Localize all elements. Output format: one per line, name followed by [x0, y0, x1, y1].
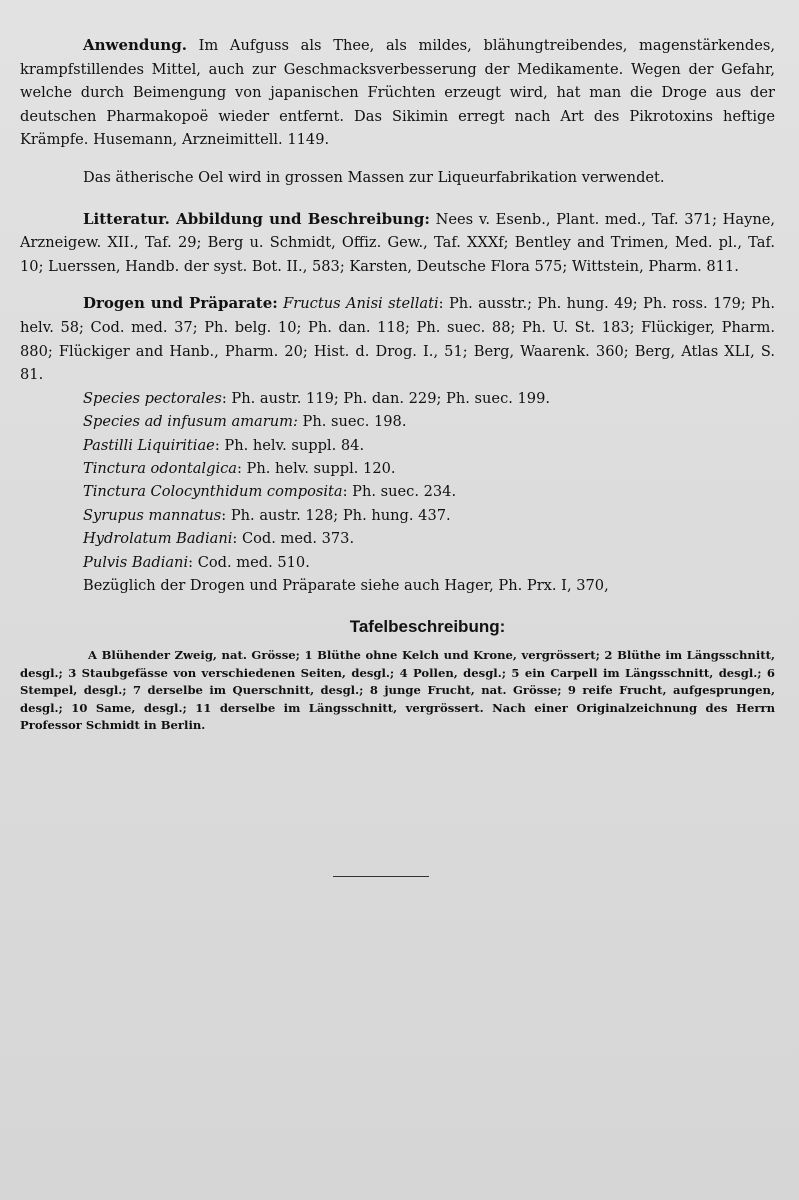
- list-item: Tinctura odontalgica: Ph. helv. suppl. 120.: [83, 459, 396, 477]
- tafel-description: A Blühender Zweig, nat. Grösse; 1 Blüthe ohne Kelch und Krone, vergrössert; 2 Blüthe im Längsschnitt, desgl.; 3 Staubgefässe von verschiedenen Seiten, desgl.; 4 Pollen, desgl.; 5 ein Carpell im Längsschnitt, desgl.; 6 Stempel, desgl.; 7 derselbe im Querschnitt, desgl.; 8 junge Frucht, nat. Grösse; 9 reife Frucht, aufgesprungen, desgl.; 10 Same, desgl.; 11 derselbe im Längsschnitt, vergrössert. Nach einer Originalzeichnung des Herrn Professor Schmidt in Berlin.: [20, 648, 775, 732]
- praeparate-list: [83, 387, 775, 598]
- litteratur-heading: Litteratur. Abbildung und Beschreibung:: [83, 209, 430, 228]
- list-item: Syrupus mannatus: Ph. austr. 128; Ph. hung. 437.: [83, 506, 451, 524]
- drogen-paragraph: [20, 292, 775, 386]
- list-item: Pastilli Liquiritiae: Ph. helv. suppl. 84.: [83, 436, 365, 454]
- litteratur-text: Nees v. Esenb., Plant. med., Taf. 371; Hayne, Arzneigew. XII., Taf. 29; Berg u. Schmidt, Offiz. Gew., Taf. XXXf; Bentley and Trimen, Med. pl., Taf. 10; Luerssen, Handb. der syst. Bot. II., 583; Karsten, Deutsche Flora 575; Wittstein, Pharm. 811.: [20, 210, 776, 275]
- list-item: Species ad infusum amarum: Ph. suec. 198.: [83, 413, 407, 431]
- drogen-heading: Drogen und Präparate:: [83, 294, 278, 313]
- anwendung-heading: Anwendung.: [83, 36, 187, 54]
- litteratur-paragraph: [20, 208, 775, 279]
- list-item: Hydrolatum Badiani: Cod. med. 373.: [83, 530, 355, 548]
- hager-reference: Bezüglich der Drogen und Präparate siehe auch Hager, Ph. Prx. I, 370,: [83, 576, 609, 594]
- section-divider: [333, 876, 429, 877]
- list-item: Tinctura Colocynthidum composita: Ph. suec. 234.: [83, 483, 457, 501]
- drogen-text: : Ph. ausstr.; Ph. hung. 49; Ph. ross. 179; Ph. helv. 58; Cod. med. 37; Ph. belg. 10; Ph. dan. 118; Ph. suec. 88; Ph. U. St. 183; Flückiger, Pharm. 880; Flückiger and Hanb., Pharm. 20; Hist. d. Drog. I., 51; Berg, Waarenk. 360; Berg, Atlas XLI, S. 81.: [20, 295, 775, 384]
- list-item: Pulvis Badiani: Cod. med. 510.: [83, 553, 310, 571]
- oel-paragraph: Das ätherische Oel wird in grossen Massen zur Liqueurfabrikation verwendet.: [83, 168, 665, 186]
- list-item: Species pectorales: Ph. austr. 119; Ph. dan. 229; Ph. suec. 199.: [83, 389, 551, 407]
- anwendung-text: Im Aufguss als Thee, als mildes, blähungtreibendes, magenstärkendes, krampfstillendes Mittel, auch zur Geschmacksverbesserung der Medikamente. Wegen der Gefahr, welche durch Beimengung von japanischen Früchten erzeugt wird, hat man die Droge aus der deutschen Pharmakopoë wieder entfernt. Das Sikimin erregt nach Art des Pikrotoxins heftige Krämpfe. Husemann, Arzneimittell. 1149.: [20, 37, 775, 149]
- drogen-fructus: Fructus Anisi stellati: [283, 295, 439, 313]
- anwendung-paragraph: [20, 34, 775, 152]
- tafel-title: Tafelbeschreibung:: [349, 617, 506, 637]
